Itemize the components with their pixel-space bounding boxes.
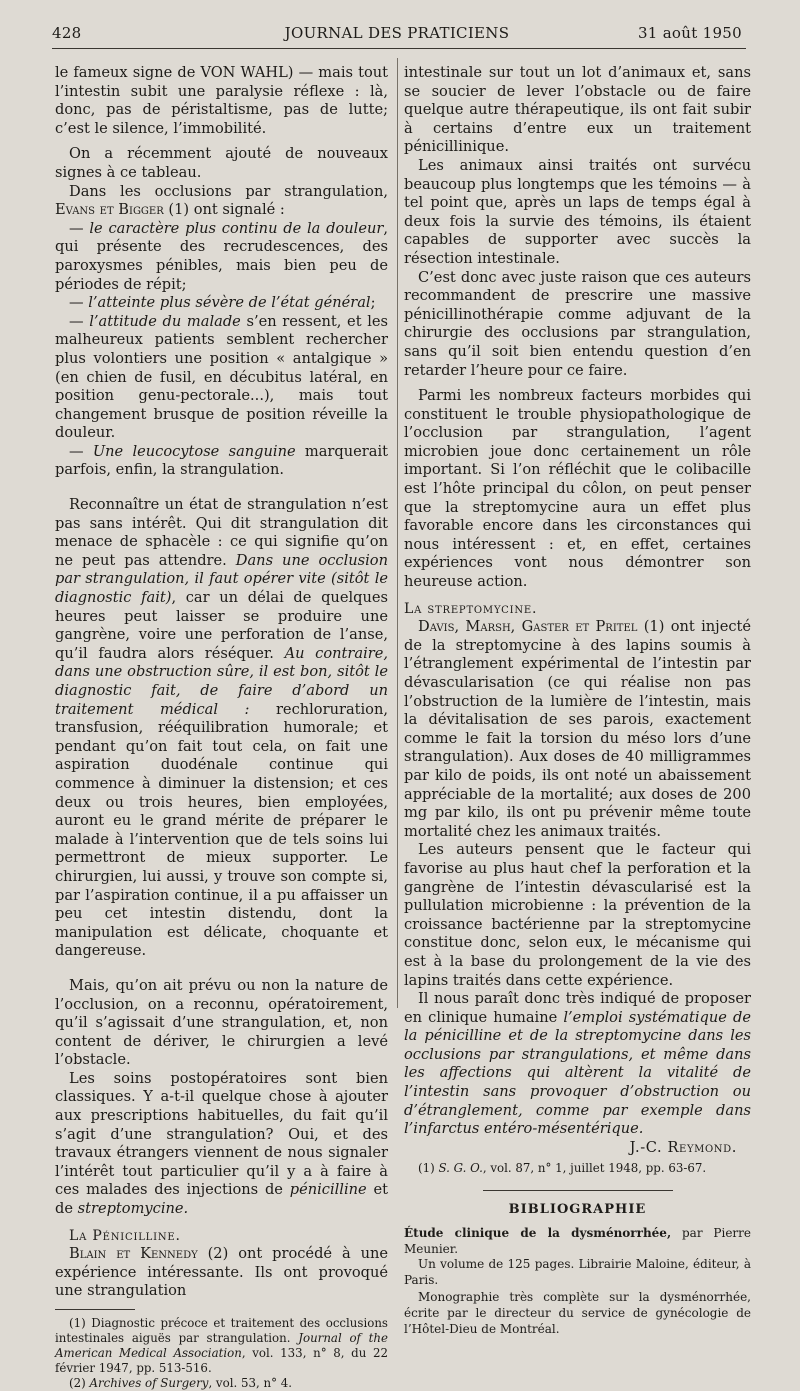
footnote: (1) Diagnostic précoce et traitement des occlusions intestinales aiguës par strangulation. Journal of the American Medical Association, vol. 133, n° 8, du 22 février 1947, pp. 513-516. — [55, 1316, 388, 1375]
page-number: 428 — [52, 24, 82, 42]
paragraph: Parmi les nombreux facteurs morbides qui constituent le trouble physiopathologique de l’occlusion par strangulation, l’agent microbien joue donc certainement un rôle important. Si l’on réfléchit que le colibacille est l’hôte principal du côlon, on peut penser que la streptomycine aura un effet plus favorable encore dans les circonstances qui nous intéressent : et, en effet, certaines expériences vont nous démontrer son heureuse action. — [404, 387, 751, 591]
paragraph: Dans les occlusions par strangulation, Evans et Bigger (1) ont signalé : — [55, 182, 388, 219]
section-heading: La streptomycine. — [404, 600, 538, 617]
paragraph: Les animaux ainsi traités ont survécu beaucoup plus longtemps que les témoins — à tel point que, après un laps de temps égal à deux fois la survie des témoins, ils étaient capables de supporter avec succès la résection intestinale. — [404, 156, 751, 267]
issue-date: 31 août 1950 — [637, 24, 742, 42]
column-divider — [397, 58, 398, 1008]
paragraph: intestinale sur tout un lot d’animaux et, sans se soucier de lever l’obstacle ou de faire quelque autre thérapeutique, ils ont fait subir à certains d’entre eux un traitement pénicillinique. — [404, 64, 751, 156]
page-header — [52, 20, 742, 46]
paragraph: Blain et Kennedy (2) ont procédé à une expérience intéressante. Ils ont provoqué une strangulation — [55, 1245, 388, 1300]
header-rule — [52, 48, 746, 49]
paragraph: Les soins postopératoires sont bien classiques. Y a-t-il quelque chose à ajouter aux prescriptions habituelles, du fait qu’il s’agit d’une strangulation? Oui, et des travaux étrangers viennent de nous signaler l’intérêt tout particulier qu’il y a à faire à ces malades des injections de pénicilline et de streptomycine. — [55, 1069, 388, 1218]
bibliography-description: Monographie très complète sur la dysménorrhée, écrite par le directeur du service de gynécologie de l’Hôtel-Dieu de Montréal. — [404, 1290, 751, 1336]
paragraph: Reconnaître un état de strangulation n’est pas sans intérêt. Qui dit strangulation dit menace de sphacèle : ce qui signifie qu’on ne peut pas attendre. Dans une occlusion par strangulation, il faut opérer vite (sitôt le diagnostic fait), car un délai de quelques heures peut laisser se produire une gangrène, voire une perforation de l’anse, qu’il faudra alors réséquer. Au contraire, dans une obstruction sûre, il est bon, sitôt le diagnostic fait, de faire d’abord un traitement médical : rechloruration, transfusion, rééquilibration humorale; et pendant qu’on fait tout cela, on fait une aspiration duodénale continue qui commence à diminuer la distension; et ces deux ou trois heures, bien employées, auront eu le grand mérite de préparer le malade à l’intervention que de tels soins lui permettront de mieux supporter. Le chirurgien, lui aussi, y trouve son compte si, par l’aspiration continue, il a pu affaisser un peu cet intestin distendu, dont la manipulation est délicate, choquante et dangereuse. — [55, 496, 389, 960]
list-item: — le caractère plus continu de la douleur, qui présente des recrudescences, des paroxysmes pénibles, mais bien peu de périodes de répit; — [55, 219, 389, 293]
list-item: — l’attitude du malade s’en ressent, et les malheureux patients semblent rechercher plus volontiers une position « antalgique » (en chien de fusil, en décubitus latéral, en position genu-pectorale...), mais tout changement brusque de position réveille la douleur. — [55, 312, 388, 442]
footnote: (2) Archives of Surgery, vol. 53, n° 4. — [69, 1376, 292, 1390]
bibliography-heading: BIBLIOGRAPHIE — [508, 1202, 647, 1218]
paragraph: Les auteurs pensent que le facteur qui favorise au plus haut chef la perforation et la gangrène de l’intestin dévascularisé est la pullulation microbienne : la prévention de la croissance bactérienne par la streptomycine constitue donc, selon eux, le mécanisme qui est à la base du prolongement de la vie des lapins traités dans cette expérience. — [404, 841, 751, 989]
paragraph: le fameux signe de VON WAHL) — mais tout l’intestin subit une paralysie réflexe : là, donc, pas de péristaltisme, pas de lutte; c’est le silence, l’immobilité. — [55, 64, 388, 137]
list-item: — Une leucocytose sanguine marquerait parfois, enfin, la strangulation. — [55, 442, 388, 479]
list-item: — l’atteinte plus sévère de l’état général; — [69, 294, 376, 312]
paragraph: Il nous paraît donc très indiqué de proposer en clinique humaine l’emploi systématique de la pénicilline et de la streptomycine dans les occlusions par strangulations, et même dans les affections qui altèrent la vitalité de l’intestin sans provoquer d’obstruction ou d’étranglement, comme par exemple dans l’infarctus entéro-mésentérique. — [404, 990, 751, 1138]
journal-title: JOURNAL DES PRATICIENS — [284, 24, 510, 42]
left-column — [55, 64, 388, 1391]
footnote: (1) S. G. O., vol. 87, n° 1, juillet 1948, pp. 63-67. — [418, 1161, 707, 1176]
right-column — [404, 64, 751, 1337]
paragraph: On a récemment ajouté de nouveaux signes à ce tableau. — [55, 145, 388, 181]
bibliography-entry: Étude clinique de la dysménorrhée, par Pierre Meunier. — [404, 1226, 751, 1256]
bibliography-rule — [483, 1190, 673, 1191]
paragraph: Davis, Marsh, Gaster et Pritel (1) ont injecté de la streptomycine à des lapins soumis à l’étranglement expérimental de l’intestin par dévascularisation (ce qui réalise non pas l’obstruction de la lumière de l’intestin, mais la dévitalisation de ses parois, exactement comme le fait la torsion du méso lors d’une strangulation). Aux doses de 40 milligrammes par kilo de poids, ils ont noté un abaissement appréciable de la mortalité; aux doses de 200 mg par kilo, ils ont pu prévenir même toute mortalité chez les animaux traités. — [404, 618, 752, 840]
bibliography-publisher: Un volume de 125 pages. Librairie Maloine, éditeur, à Paris. — [404, 1257, 751, 1287]
section-heading: La Pénicilline. — [69, 1227, 181, 1244]
author-signature: J.-C. Reymond. — [629, 1138, 737, 1156]
authors: Evans et Bigger — [55, 201, 164, 219]
authors: Blain et Kennedy — [69, 1245, 198, 1263]
paragraph: C’est donc avec juste raison que ces auteurs recommandent de prescrire une massive pénicillinothérapie comme adjuvant de la chirurgie des occlusions par strangulation, sans qu’il soit bien entendu question d’en retarder l’heure pour ce faire. — [404, 268, 751, 379]
paragraph: Mais, qu’on ait prévu ou non la nature de l’occlusion, on a reconnu, opératoirement, qu’il s’agissait d’une strangulation, et, non content de dériver, le chirurgien a levé l’obstacle. — [55, 976, 388, 1069]
footnote-rule — [55, 1309, 135, 1310]
authors: Davis, Marsh, Gaster et Pritel — [418, 618, 638, 636]
